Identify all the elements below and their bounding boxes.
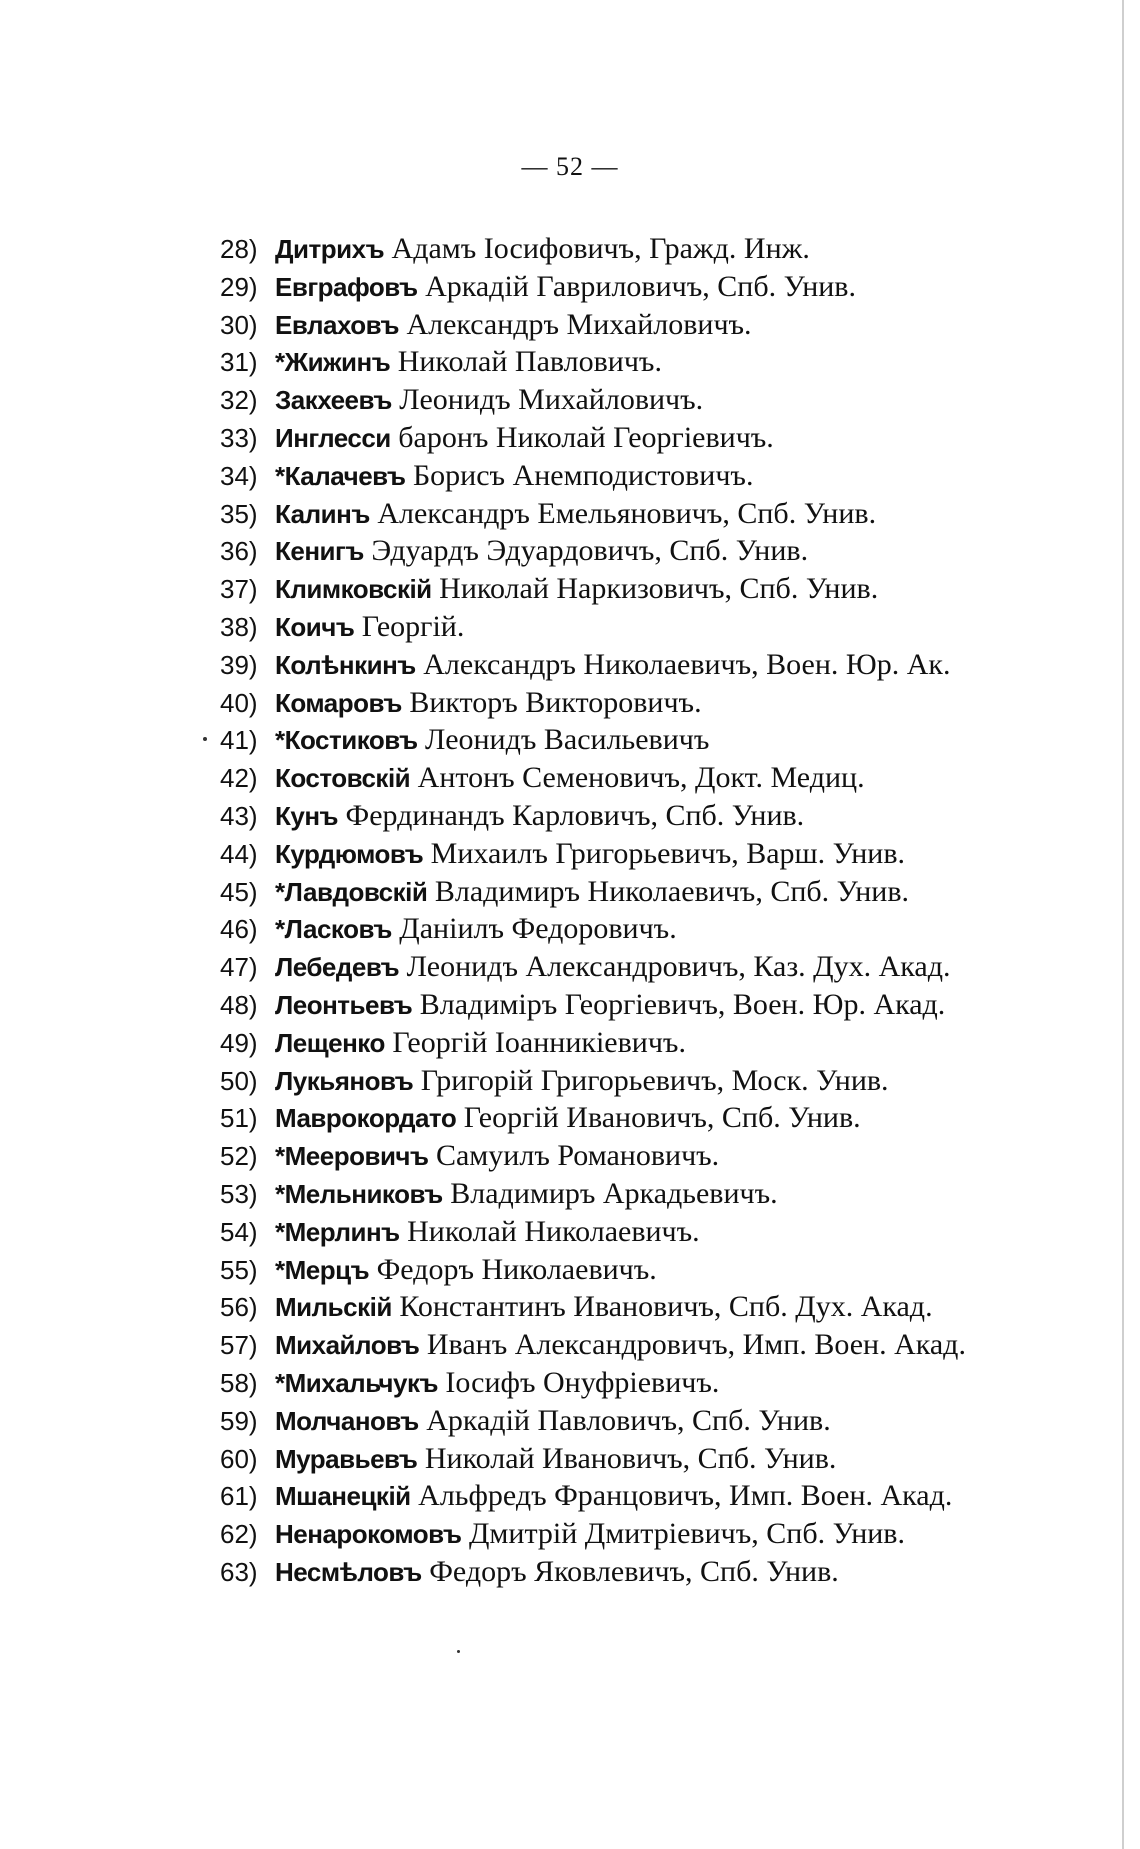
entry-number: 33)	[220, 422, 258, 453]
entry-surname: Кенигъ	[275, 536, 364, 567]
entry-details: Георгій.	[361, 609, 465, 643]
entry-surname: *Жижинъ	[275, 347, 391, 378]
entry-details: Константинъ Ивановичъ, Спб. Дух. Акад.	[399, 1290, 933, 1324]
entry-number: 63)	[220, 1556, 258, 1587]
entry-details: Эдуардъ Эдуардовичъ, Спб. Унив.	[371, 534, 809, 568]
entry-surname: Маврокордато	[275, 1103, 457, 1134]
entry-surname: Закхеевъ	[275, 385, 392, 416]
entry-surname: *Лавдовскій	[275, 876, 428, 907]
entry-number: 58)	[220, 1367, 258, 1398]
entry-details: Дмитрій Дмитріевичъ, Спб. Унив.	[468, 1517, 905, 1551]
entry-details: Самуилъ Романовичъ.	[435, 1139, 720, 1173]
list-item	[220, 1288, 1100, 1326]
entry-number: 37)	[220, 574, 258, 605]
list-item	[220, 948, 1100, 986]
entry-details: Альфредъ Францовичъ, Имп. Воен. Акад.	[418, 1479, 953, 1513]
entry-details: Антонъ Семеновичъ, Докт. Медиц.	[417, 761, 865, 795]
list-item	[220, 797, 1100, 835]
entry-number: 49)	[220, 1027, 258, 1058]
entry-surname: Дитрихъ	[275, 234, 385, 264]
entry-details: Даніилъ Федоровичъ.	[399, 912, 677, 946]
list-item	[220, 1326, 1100, 1364]
entry-number: 52)	[220, 1141, 258, 1172]
entry-details: Григорій Григорьевичъ, Моск. Унив.	[420, 1063, 889, 1097]
entry-details: Николай Наркизовичъ, Спб. Унив.	[439, 572, 879, 606]
list-item	[220, 1062, 1100, 1100]
entry-number: 46)	[220, 914, 258, 945]
entry-number: 29)	[220, 271, 258, 302]
entry-number: 60)	[220, 1443, 258, 1474]
entry-surname: Мильскій	[275, 1292, 392, 1323]
entry-number: 59)	[220, 1405, 258, 1436]
entry-surname: Леонтьевъ	[275, 989, 413, 1020]
entry-details: Георгій Ивановичъ, Спб. Унив.	[463, 1101, 861, 1135]
entry-surname: Несмѣловъ	[275, 1556, 422, 1587]
entry-surname: *Калачевъ	[275, 460, 406, 491]
entry-number: 38)	[220, 611, 258, 642]
list-item	[220, 1402, 1100, 1440]
list-item	[220, 230, 1100, 268]
entry-details: Леонидъ Васильевичъ	[425, 723, 710, 757]
entry-surname: Лебедевъ	[275, 952, 400, 983]
entry-details: Адамъ Іосифовичъ, Гражд. Инж.	[391, 232, 810, 265]
entry-details: Владимиръ Аркадьевичъ.	[450, 1176, 778, 1210]
print-speck	[457, 1650, 460, 1653]
entry-details: Леонидъ Михайловичъ.	[399, 383, 704, 417]
entry-surname: *Костиковъ	[275, 725, 418, 756]
entry-number: 43)	[220, 800, 258, 831]
list-item	[220, 1175, 1100, 1213]
list-item	[220, 684, 1100, 722]
print-speck	[203, 737, 207, 741]
list-item	[220, 1364, 1100, 1402]
list-item	[220, 268, 1100, 306]
entry-surname: Лещенко	[275, 1027, 385, 1058]
list-item	[220, 306, 1100, 344]
entry-number: 40)	[220, 687, 258, 718]
entry-number: 61)	[220, 1481, 258, 1512]
entry-details: Александръ Емельяновичъ, Спб. Унив.	[377, 496, 877, 530]
entry-details: Аркадій Павловичъ, Спб. Унив.	[426, 1403, 831, 1437]
entry-details: Владиміръ Георгіевичъ, Воен. Юр. Акад.	[419, 987, 946, 1021]
entry-details: Александръ Николаевичъ, Воен. Юр. Ак.	[423, 647, 951, 681]
list-item	[220, 495, 1100, 533]
entry-surname: Калинъ	[275, 498, 370, 529]
entry-number: 41)	[220, 725, 258, 756]
entry-details: Федоръ Яковлевичъ, Спб. Унив.	[429, 1554, 839, 1588]
entry-surname: Инглесси	[275, 422, 391, 453]
list-item	[220, 343, 1100, 381]
list-item	[220, 986, 1100, 1024]
entry-number: 42)	[220, 763, 258, 794]
list-item	[220, 419, 1100, 457]
entry-surname: Курдюмовъ	[275, 838, 424, 869]
list-item	[220, 570, 1100, 608]
list-item	[220, 381, 1100, 419]
list-item	[220, 1477, 1100, 1515]
entry-details: Николай Ивановичъ, Спб. Унив.	[424, 1441, 837, 1475]
list-item	[220, 835, 1100, 873]
entry-details: баронъ Николай Георгіевичъ.	[398, 420, 774, 454]
page-number: — 52 —	[521, 152, 619, 181]
entry-surname: *Михальчукъ	[275, 1367, 438, 1398]
entry-number: 48)	[220, 989, 258, 1020]
entry-surname: Комаровъ	[275, 687, 402, 718]
entry-surname: Евграфовъ	[275, 271, 418, 302]
entry-number: 62)	[220, 1519, 258, 1550]
entry-details: Иванъ Александровичъ, Имп. Воен. Акад.	[426, 1328, 966, 1362]
entry-number: 53)	[220, 1178, 258, 1209]
entry-surname: Молчановъ	[275, 1405, 419, 1436]
entry-number: 28)	[220, 234, 258, 264]
entry-surname: Муравьевъ	[275, 1443, 418, 1474]
entry-surname: *Ласковъ	[275, 914, 392, 945]
entry-details: Фердинандъ Карловичъ, Спб. Унив.	[345, 798, 805, 832]
entry-details: Михаилъ Григорьевичъ, Варш. Унив.	[430, 836, 906, 870]
list-item	[220, 608, 1100, 646]
entry-number: 35)	[220, 498, 258, 529]
entry-details: Александръ Михайловичъ.	[406, 307, 752, 341]
entry-surname: *Мерлинъ	[275, 1216, 400, 1247]
entry-surname: *Мееровичъ	[275, 1141, 429, 1172]
entry-details: Іосифъ Онуфріевичъ.	[445, 1365, 720, 1399]
page-edge-line	[1122, 0, 1124, 1849]
entry-details: Борисъ Анемподистовичъ.	[412, 458, 754, 492]
entry-surname: Ненарокомовъ	[275, 1519, 462, 1550]
list-item	[220, 1251, 1100, 1289]
entry-number: 31)	[220, 347, 258, 378]
list-item	[220, 532, 1100, 570]
list-item	[220, 1440, 1100, 1478]
entry-number: 44)	[220, 838, 258, 869]
list-item	[220, 457, 1100, 495]
entry-number: 32)	[220, 385, 258, 416]
entry-details: Николай Павловичъ.	[397, 345, 662, 379]
entry-number: 39)	[220, 649, 258, 680]
entry-number: 45)	[220, 876, 258, 907]
entry-surname: Костовскій	[275, 763, 411, 794]
list-item	[220, 721, 1100, 759]
entry-number: 36)	[220, 536, 258, 567]
entry-surname: Кунъ	[275, 800, 338, 831]
list-item	[220, 910, 1100, 948]
list-item	[220, 759, 1100, 797]
entry-details: Леонидъ Александровичъ, Каз. Дух. Акад.	[406, 950, 951, 984]
entry-details: Георгій Іоанникіевичъ.	[392, 1025, 686, 1059]
list-item	[220, 1515, 1100, 1553]
entry-surname: Климковскій	[275, 574, 432, 605]
list-item	[220, 646, 1100, 684]
entry-surname: Коичъ	[275, 611, 355, 642]
list-item	[220, 1137, 1100, 1175]
entry-number: 56)	[220, 1292, 258, 1323]
list-item	[220, 873, 1100, 911]
entry-details: Владимиръ Николаевичъ, Спб. Унив.	[434, 874, 910, 908]
entry-details: Аркадій Гавриловичъ, Спб. Унив.	[425, 269, 856, 303]
entry-number: 47)	[220, 952, 258, 983]
entry-number: 51)	[220, 1103, 258, 1134]
entry-number: 55)	[220, 1254, 258, 1285]
entry-number: 54)	[220, 1216, 258, 1247]
list-item	[220, 1024, 1100, 1062]
entry-surname: *Мерцъ	[275, 1254, 370, 1285]
list-item	[220, 1099, 1100, 1137]
entry-details: Федоръ Николаевичъ.	[376, 1252, 657, 1286]
entry-surname: Колѣнкинъ	[275, 649, 416, 680]
entry-number: 30)	[220, 309, 258, 340]
entry-details: Николай Николаевичъ.	[407, 1214, 700, 1248]
entry-details: Викторъ Викторовичъ.	[409, 685, 702, 719]
entry-surname: Лукьяновъ	[275, 1065, 414, 1096]
entry-number: 34)	[220, 460, 258, 491]
list-item	[220, 1553, 1100, 1591]
entry-surname: Мшанецкій	[275, 1481, 411, 1512]
entry-surname: Евлаховъ	[275, 309, 399, 340]
entry-number: 50)	[220, 1065, 258, 1096]
entry-surname: Михайловъ	[275, 1330, 420, 1361]
entry-number: 57)	[220, 1330, 258, 1361]
name-list	[220, 230, 1100, 1591]
entry-surname: *Мельниковъ	[275, 1178, 443, 1209]
list-item	[220, 1213, 1100, 1251]
